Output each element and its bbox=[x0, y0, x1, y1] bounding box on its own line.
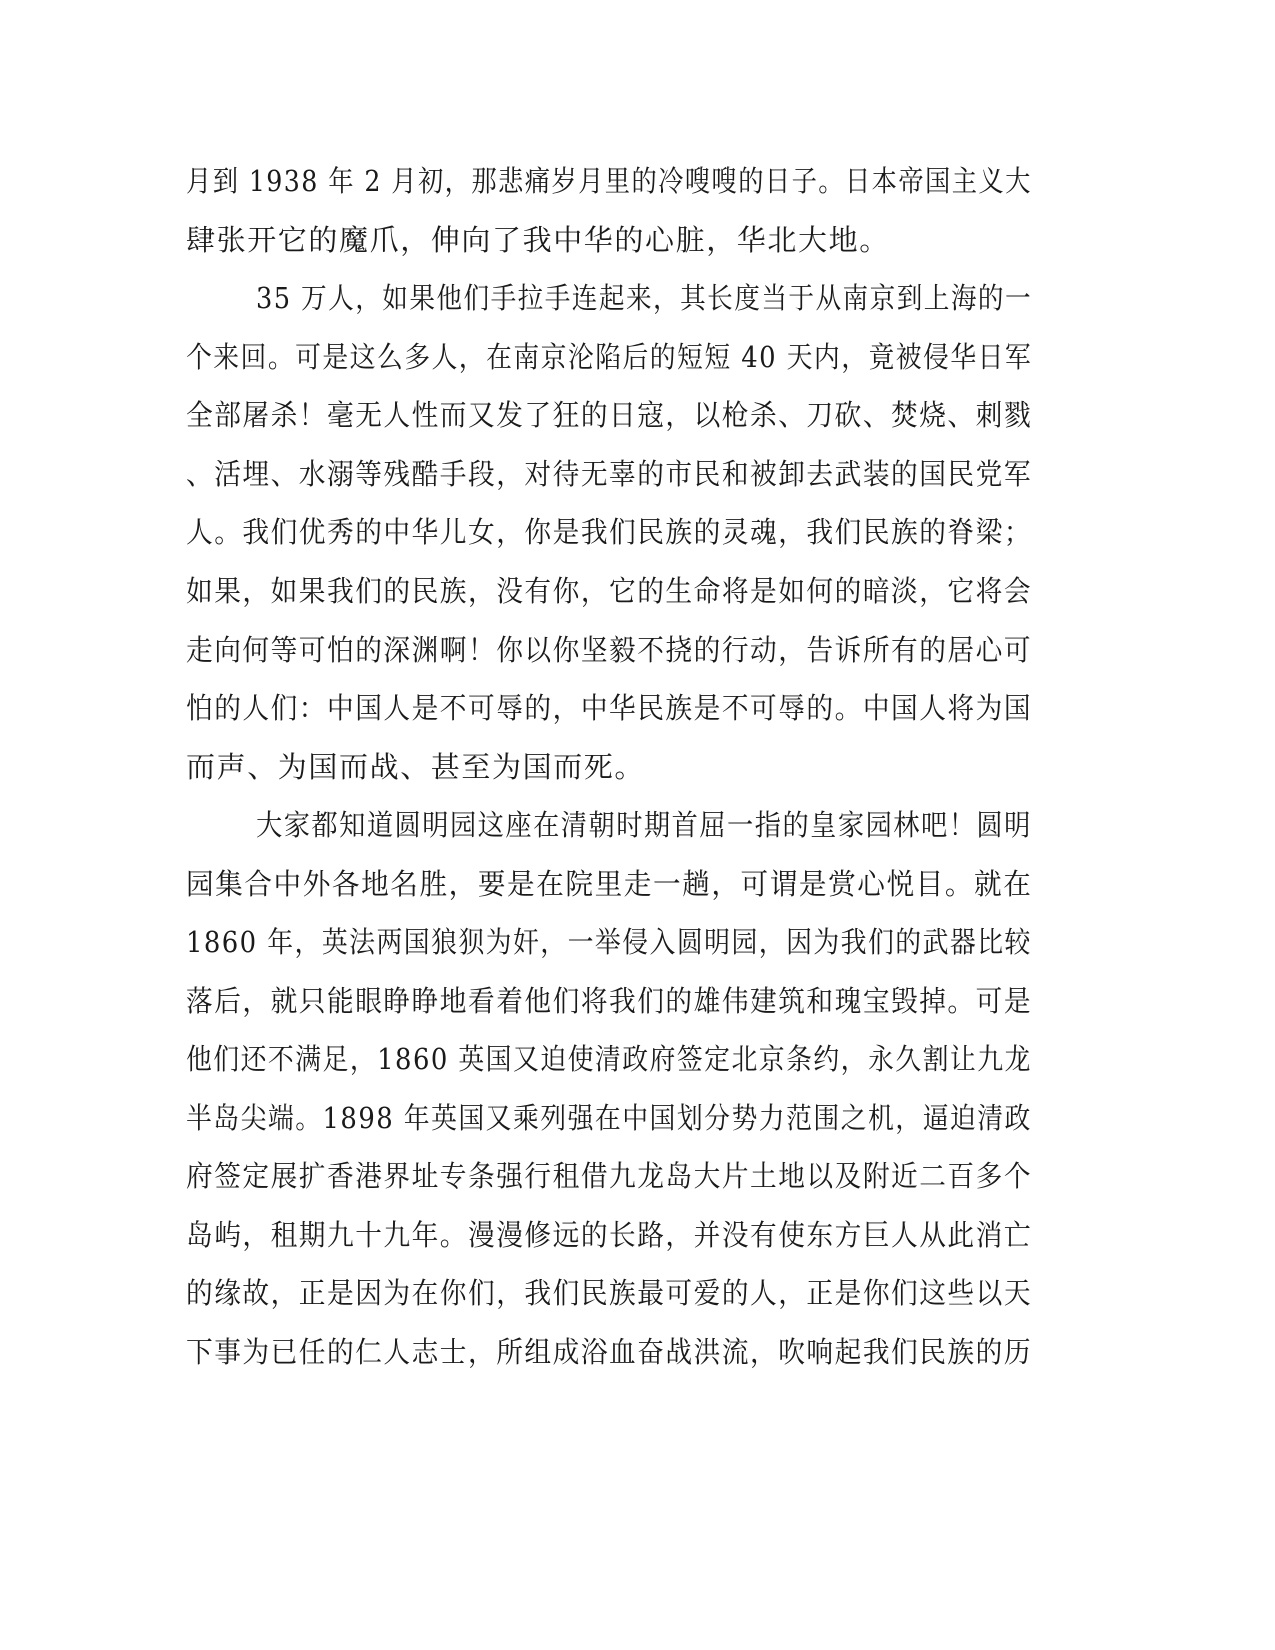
text-line: 半岛尖端。1898 年英国又乘列强在中国划分势力范围之机，逼迫清政 bbox=[186, 1101, 1032, 1135]
text-line: 大家都知道圆明园这座在清朝时期首屈一指的皇家园林吧！圆明 bbox=[256, 808, 1032, 842]
text-line: 而声、为国而战、甚至为国而死。 bbox=[186, 750, 646, 784]
text-line: 、活埋、水溺等残酷手段，对待无辜的市民和被卸去武装的国民党军 bbox=[186, 457, 1033, 491]
text-line: 府签定展扩香港界址专条强行租借九龙岛大片土地以及附近二百多个 bbox=[186, 1159, 1033, 1193]
text-line: 下事为已任的仁人志士，所组成浴血奋战洪流，吹响起我们民族的历 bbox=[186, 1335, 1033, 1369]
text-line: 他们还不满足，1860 英国又迫使清政府签定北京条约，永久割让九龙 bbox=[186, 1042, 1032, 1076]
text-line: 怕的人们：中国人是不可辱的，中华民族是不可辱的。中国人将为国 bbox=[186, 691, 1033, 725]
text-line: 园集合中外各地名胜，要是在院里走一趟，可谓是赏心悦目。就在 bbox=[186, 867, 1033, 901]
text-line: 岛屿，租期九十九年。漫漫修远的长路，并没有使东方巨人从此消亡 bbox=[186, 1218, 1033, 1252]
text-line: 全部屠杀！毫无人性而又发了狂的日寇，以枪杀、刀砍、焚烧、刺戮 bbox=[186, 398, 1033, 432]
text-line: 人。我们优秀的中华儿女，你是我们民族的灵魂，我们民族的脊梁； bbox=[186, 515, 1033, 549]
text-line: 肆张开它的魔爪，伸向了我中华的心脏，华北大地。 bbox=[186, 223, 890, 257]
text-line: 的缘故，正是因为在你们，我们民族最可爱的人，正是你们这些以天 bbox=[186, 1276, 1033, 1310]
text-line: 落后，就只能眼睁睁地看着他们将我们的雄伟建筑和瑰宝毁掉。可是 bbox=[186, 984, 1033, 1018]
text-line: 个来回。可是这么多人，在南京沦陷后的短短 40 天内，竟被侵华日军 bbox=[186, 340, 1033, 374]
text-line: 35 万人，如果他们手拉手连起来，其长度当于从南京到上海的一 bbox=[256, 281, 1033, 315]
text-line: 1860 年，英法两国狼狈为奸，一举侵入圆明园，因为我们的武器比较 bbox=[186, 925, 1032, 959]
text-line: 月到 1938 年 2 月初，那悲痛岁月里的冷嗖嗖的日子。日本帝国主义大 bbox=[186, 164, 1032, 198]
text-line: 走向何等可怕的深渊啊！你以你坚毅不挠的行动，告诉所有的居心可 bbox=[186, 633, 1033, 667]
text-line: 如果，如果我们的民族，没有你，它的生命将是如何的暗淡，它将会 bbox=[186, 574, 1033, 608]
